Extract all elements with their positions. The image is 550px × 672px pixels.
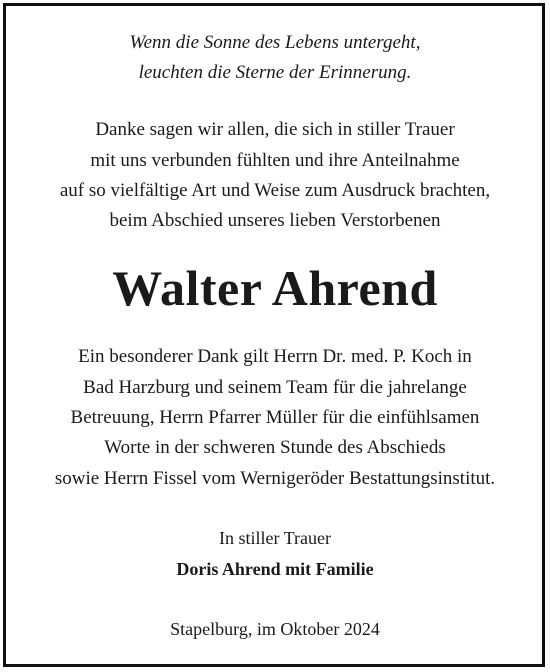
thanks-line-3: auf so vielfältige Art und Weise zum Ausdruck brachten, (59, 180, 491, 201)
place-and-date: Stapelburg, im Oktober 2024 (170, 619, 380, 639)
special-thanks-line-5: sowie Herrn Fissel vom Wernigeröder Bestattungsinstitut. (54, 468, 496, 489)
special-thanks-line-2: Bad Harzburg und seinem Team für die jahrelange (83, 377, 467, 398)
thanks-line-2: mit uns verbunden fühlten und ihre Anteilnahme (90, 150, 460, 171)
thanks-line-4: beim Abschied unseres lieben Verstorbenen (109, 210, 441, 231)
special-thanks-line-1: Ein besonderer Dank gilt Herrn Dr. med. P. Koch in (78, 346, 472, 367)
special-thanks-line-3: Betreuung, Herrn Pfarrer Müller für die einfühlsamen (70, 407, 480, 428)
motto-line-2: leuchten die Sterne der Erinnerung. (138, 62, 412, 83)
deceased-name: Walter Ahrend (112, 260, 438, 316)
motto-line-1: Wenn die Sonne des Lebens untergeht, (129, 32, 421, 53)
closing-phrase: In stiller Trauer (219, 528, 331, 548)
special-thanks-line-4: Worte in der schweren Stunde des Abschieds (104, 437, 446, 458)
signer-name: Doris Ahrend mit Familie (176, 559, 374, 579)
thanks-line-1: Danke sagen wir allen, die sich in stiller Trauer (95, 119, 455, 140)
